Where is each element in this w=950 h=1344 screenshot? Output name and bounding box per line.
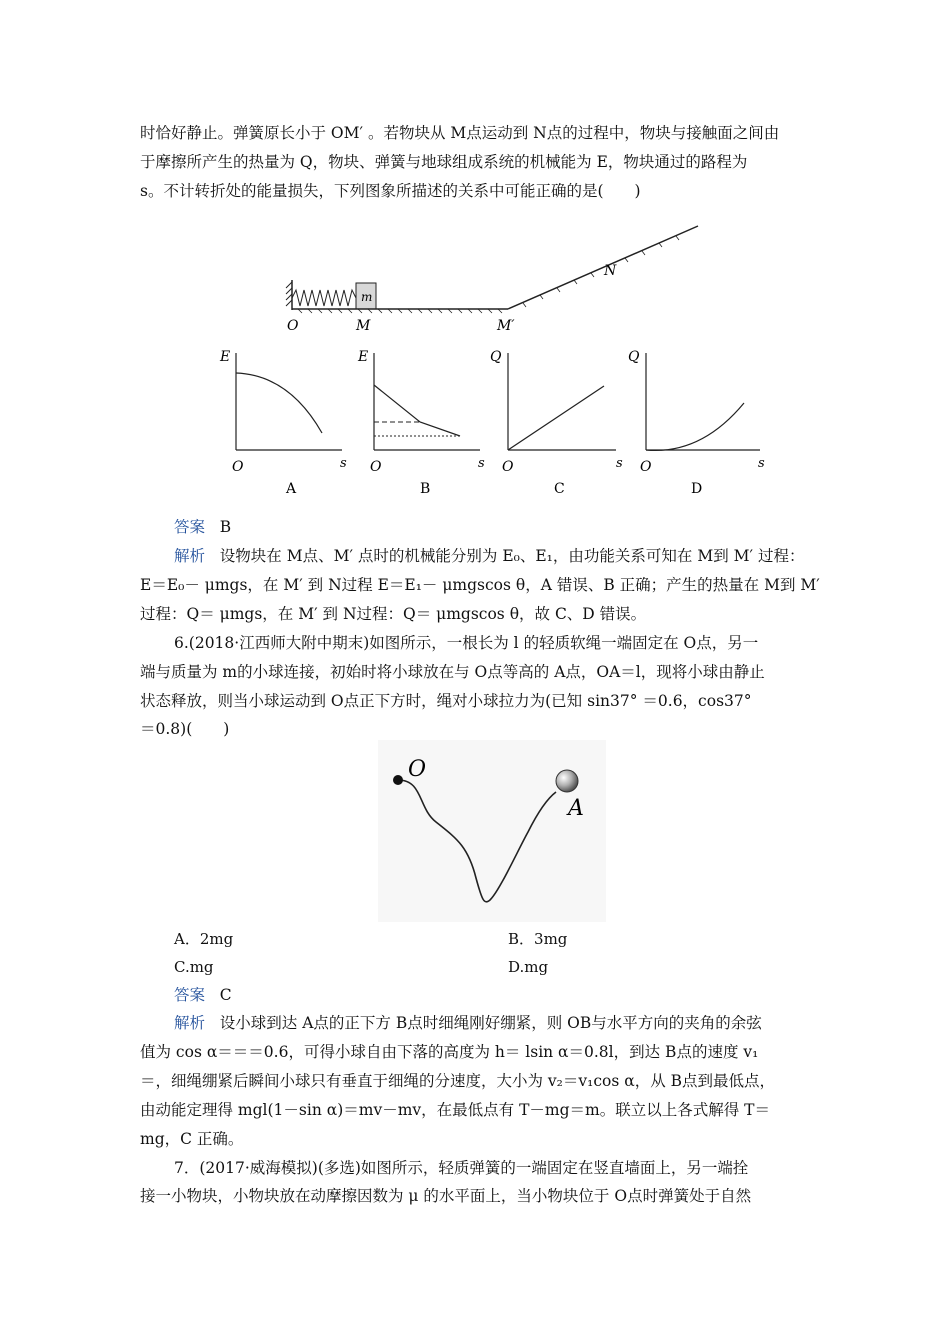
svg-text:O: O: [640, 459, 652, 475]
label-A: A: [568, 796, 584, 821]
svg-text:s: s: [616, 456, 623, 471]
label-O: O: [408, 757, 427, 782]
option-C: C.mg: [174, 958, 214, 976]
graph-D: [626, 345, 771, 500]
q7-stem-line-1: 7．(2017·威海模拟)(多选)如图所示，轻质弹簧的一端固定在竖直墙面上，另一端拴: [174, 1159, 749, 1177]
svg-text:Q: Q: [490, 349, 502, 365]
svg-text:D: D: [691, 481, 703, 497]
q5-stem-line-1: 时恰好静止。弹簧原长小于 OM′ 。若物块从 M点运动到 N点的过程中，物块与接触面之间由: [140, 124, 780, 142]
q6-stem-line-1: 6.(2018·江西师大附中期末)如图所示，一根长为 l 的轻质软绳一端固定在 O点，另一: [174, 634, 759, 652]
svg-text:E: E: [358, 349, 369, 365]
analysis-6-line-5: mg，C 正确。: [140, 1130, 244, 1148]
svg-text:E: E: [220, 349, 231, 365]
answer-6: 答案 C: [174, 986, 232, 1004]
svg-text:O: O: [232, 459, 244, 475]
analysis-5-line-2: E＝E₀－ μmgs，在 M′ 到 N过程 E＝E₁－ μmgscos θ，A 错误、B 正确；产生的热量在 M到 M′: [140, 576, 820, 594]
svg-text:C: C: [554, 481, 565, 497]
label-O: O: [287, 318, 299, 334]
q6-stem-line-3: 状态释放，则当小球运动到 O点正下方时，绳对小球拉力为(已知 sin37° ＝0.6，cos37°: [140, 692, 752, 710]
analysis-6-line-2: 值为 cos α＝＝＝0.6，可得小球自由下落的高度为 h＝ lsin α＝0.8l，到达 B点的速度 v₁: [140, 1043, 759, 1061]
q5-stem-line-3: s。不计转折处的能量损失，下列图象所描述的关系中可能正确的是( ): [140, 182, 641, 200]
q6-stem-line-4: ＝0.8)( ): [140, 720, 230, 738]
option-A: A．2mg: [174, 930, 234, 948]
label-M-prime: M′: [497, 318, 515, 334]
analysis-6-line-3: ＝，细绳绷紧后瞬间小球只有垂直于细绳的分速度，大小为 v₂＝v₁cos α，从 B点到最低点，: [140, 1072, 776, 1090]
svg-text:s: s: [758, 456, 765, 471]
answer-5: 答案 B: [174, 518, 232, 536]
svg-text:s: s: [478, 456, 485, 471]
option-B: B．3mg: [508, 930, 568, 948]
svg-text:A: A: [286, 481, 297, 497]
label-M: M: [356, 318, 371, 334]
analysis-6-line-1: 解析 设小球到达 A点的正下方 B点时细绳刚好绷紧，则 OB与水平方向的夹角的余弦: [174, 1014, 762, 1032]
ball: [556, 770, 578, 792]
q5-stem-line-2: 于摩擦所产生的热量为 Q，物块、弹簧与地球组成系统的机械能为 E，物块通过的路程为: [140, 153, 748, 171]
svg-text:O: O: [502, 459, 514, 475]
analysis-6-line-4: 由动能定理得 mgl(1－sin α)＝mv－mv，在最低点有 T－mg＝m。联立以上各式解得 T＝: [140, 1101, 771, 1119]
graph-C: [488, 345, 628, 500]
block-label: m: [361, 290, 373, 304]
svg-text:O: O: [370, 459, 382, 475]
q7-stem-line-2: 接一小物块，小物块放在动摩擦因数为 μ 的水平面上，当小物块位于 O点时弹簧处于自然: [140, 1187, 752, 1205]
spring: [292, 290, 356, 306]
analysis-5-line-1: 解析 设物块在 M点、M′ 点时的机械能分别为 E₀、E₁，由功能关系可知在 M到 M′ 过程：: [174, 547, 805, 565]
option-D: D.mg: [508, 958, 549, 976]
graph-B: [352, 345, 492, 500]
rope-ball-figure: [378, 740, 606, 922]
label-N: N: [604, 263, 617, 279]
svg-text:s: s: [340, 456, 347, 471]
pivot-O: [393, 775, 403, 785]
svg-text:Q: Q: [628, 349, 640, 365]
analysis-5-line-3: 过程：Q＝ μmgs，在 M′ 到 N过程：Q＝ μmgscos θ，故 C、D 错误。: [140, 605, 647, 623]
spring-incline-figure: [278, 220, 708, 340]
q6-stem-line-2: 端与质量为 m的小球连接，初始时将小球放在与 O点等高的 A点，OA＝l，现将小球由静止: [140, 663, 765, 681]
graph-A: [214, 345, 354, 500]
svg-text:B: B: [420, 481, 431, 497]
